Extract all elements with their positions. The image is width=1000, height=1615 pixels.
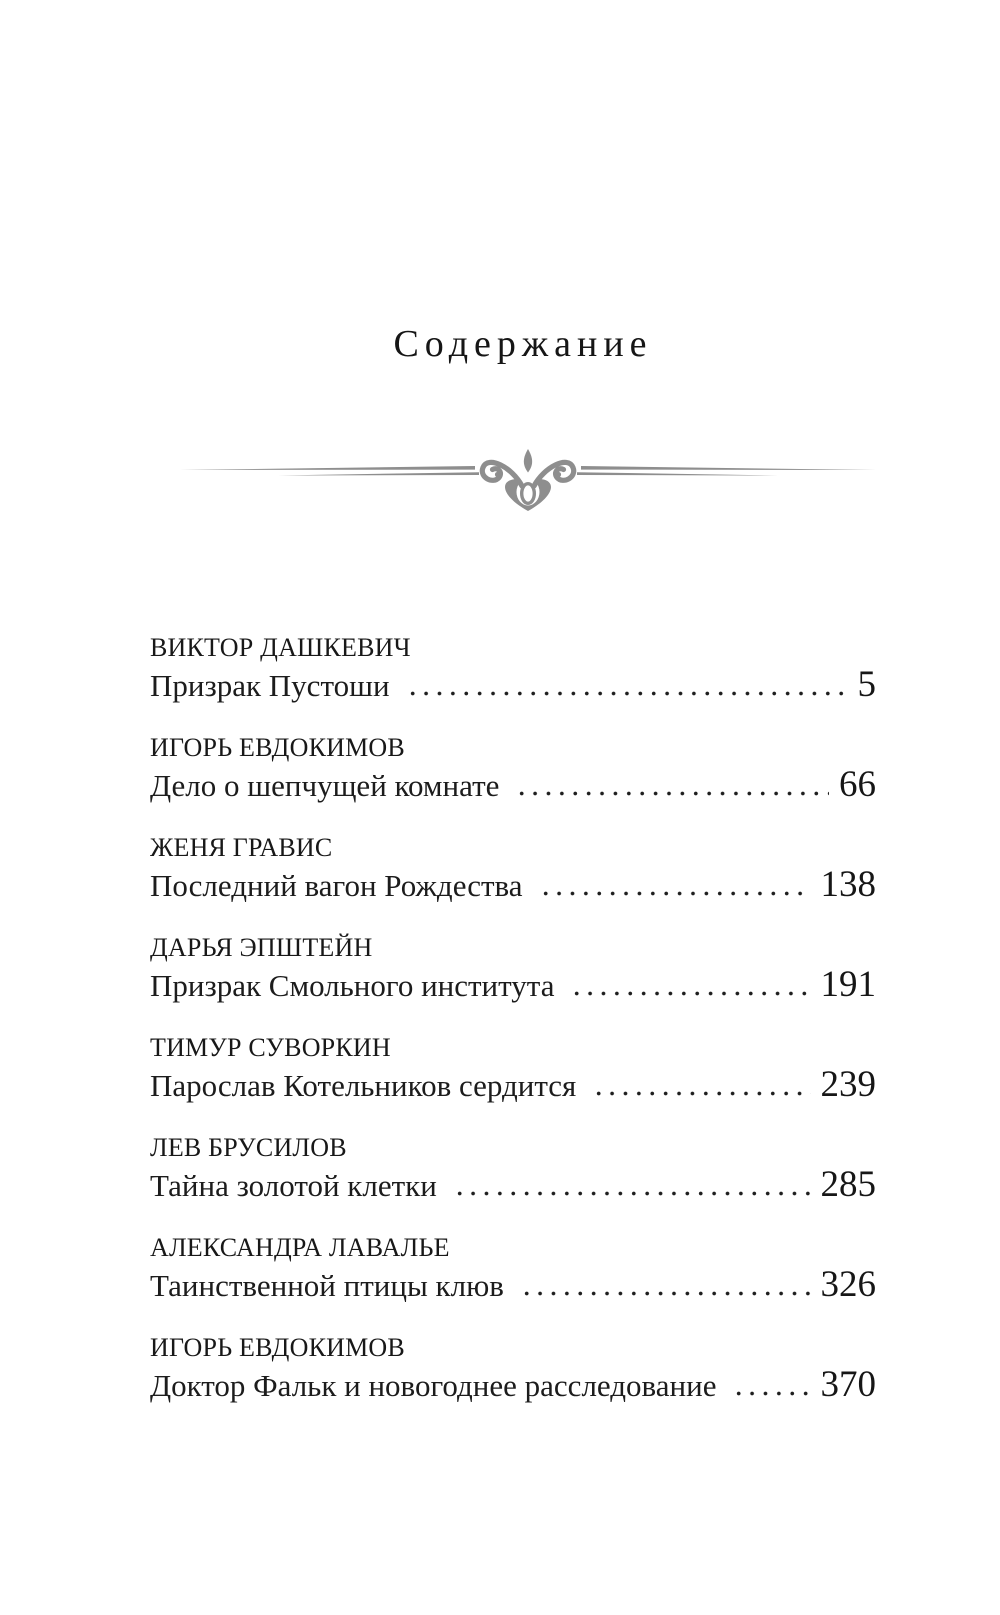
- toc-entry: [150, 830, 876, 930]
- entry-page-number: 239: [820, 1064, 876, 1105]
- toc-list: [150, 630, 876, 1430]
- entry-title: Парослав Котельников сердится: [150, 1068, 577, 1103]
- toc-entry: [150, 1330, 876, 1430]
- dot-leader: [453, 1191, 811, 1196]
- entry-author: АЛЕКСАНДРА ЛАВАЛЬЕ: [150, 1233, 450, 1262]
- entry-title-line: [150, 965, 876, 1007]
- entry-author: ИГОРЬ ЕВДОКИМОВ: [150, 1333, 405, 1362]
- entry-title: Тайна золотой клетки: [150, 1168, 437, 1203]
- entry-title: Последний вагон Рождества: [150, 868, 523, 903]
- entry-title-line: [150, 665, 876, 707]
- dot-leader: [592, 1091, 810, 1096]
- entry-title-line: [150, 865, 876, 907]
- entry-page-number: 138: [820, 864, 876, 905]
- flourish-divider-icon: [178, 448, 878, 514]
- dot-leader: [515, 791, 829, 796]
- entry-author: ДАРЬЯ ЭПШТЕЙН: [150, 933, 373, 962]
- entry-page-number: 370: [820, 1364, 876, 1405]
- dot-leader: [732, 1391, 810, 1396]
- entry-title: Доктор Фальк и новогоднее расследование: [150, 1368, 717, 1403]
- page-title: Содержание: [393, 323, 653, 365]
- entry-author: ТИМУР СУВОРКИН: [150, 1033, 391, 1062]
- dot-leader: [520, 1291, 811, 1296]
- entry-page-number: 5: [857, 664, 876, 705]
- toc-entry: [150, 1230, 876, 1330]
- entry-page-number: 326: [820, 1264, 876, 1305]
- entry-title-line: [150, 1265, 876, 1307]
- entry-page-number: 66: [839, 764, 876, 805]
- entry-title: Таинственной птицы клюв: [150, 1268, 504, 1303]
- toc-entry: [150, 730, 876, 830]
- dot-leader: [570, 991, 810, 996]
- toc-entry: [150, 630, 876, 730]
- entry-title-line: [150, 1165, 876, 1207]
- entry-title: Призрак Смольного института: [150, 968, 555, 1003]
- entry-author: ВИКТОР ДАШКЕВИЧ: [150, 633, 411, 662]
- toc-entry: [150, 1030, 876, 1130]
- dot-leader: [539, 891, 811, 896]
- entry-page-number: 191: [820, 964, 876, 1005]
- entry-title-line: [150, 1065, 876, 1107]
- toc-entry: [150, 1130, 876, 1230]
- entry-author: ИГОРЬ ЕВДОКИМОВ: [150, 733, 405, 762]
- entry-title: Призрак Пустоши: [150, 668, 390, 703]
- entry-title: Дело о шепчущей комнате: [150, 768, 500, 803]
- entry-author: ЖЕНЯ ГРАВИС: [150, 833, 333, 862]
- entry-title-line: [150, 1365, 876, 1407]
- entry-page-number: 285: [820, 1164, 876, 1205]
- dot-leader: [406, 691, 848, 696]
- entry-title-line: [150, 765, 876, 807]
- toc-entry: [150, 930, 876, 1030]
- ornament-divider: [178, 448, 878, 514]
- entry-author: ЛЕВ БРУСИЛОВ: [150, 1133, 347, 1162]
